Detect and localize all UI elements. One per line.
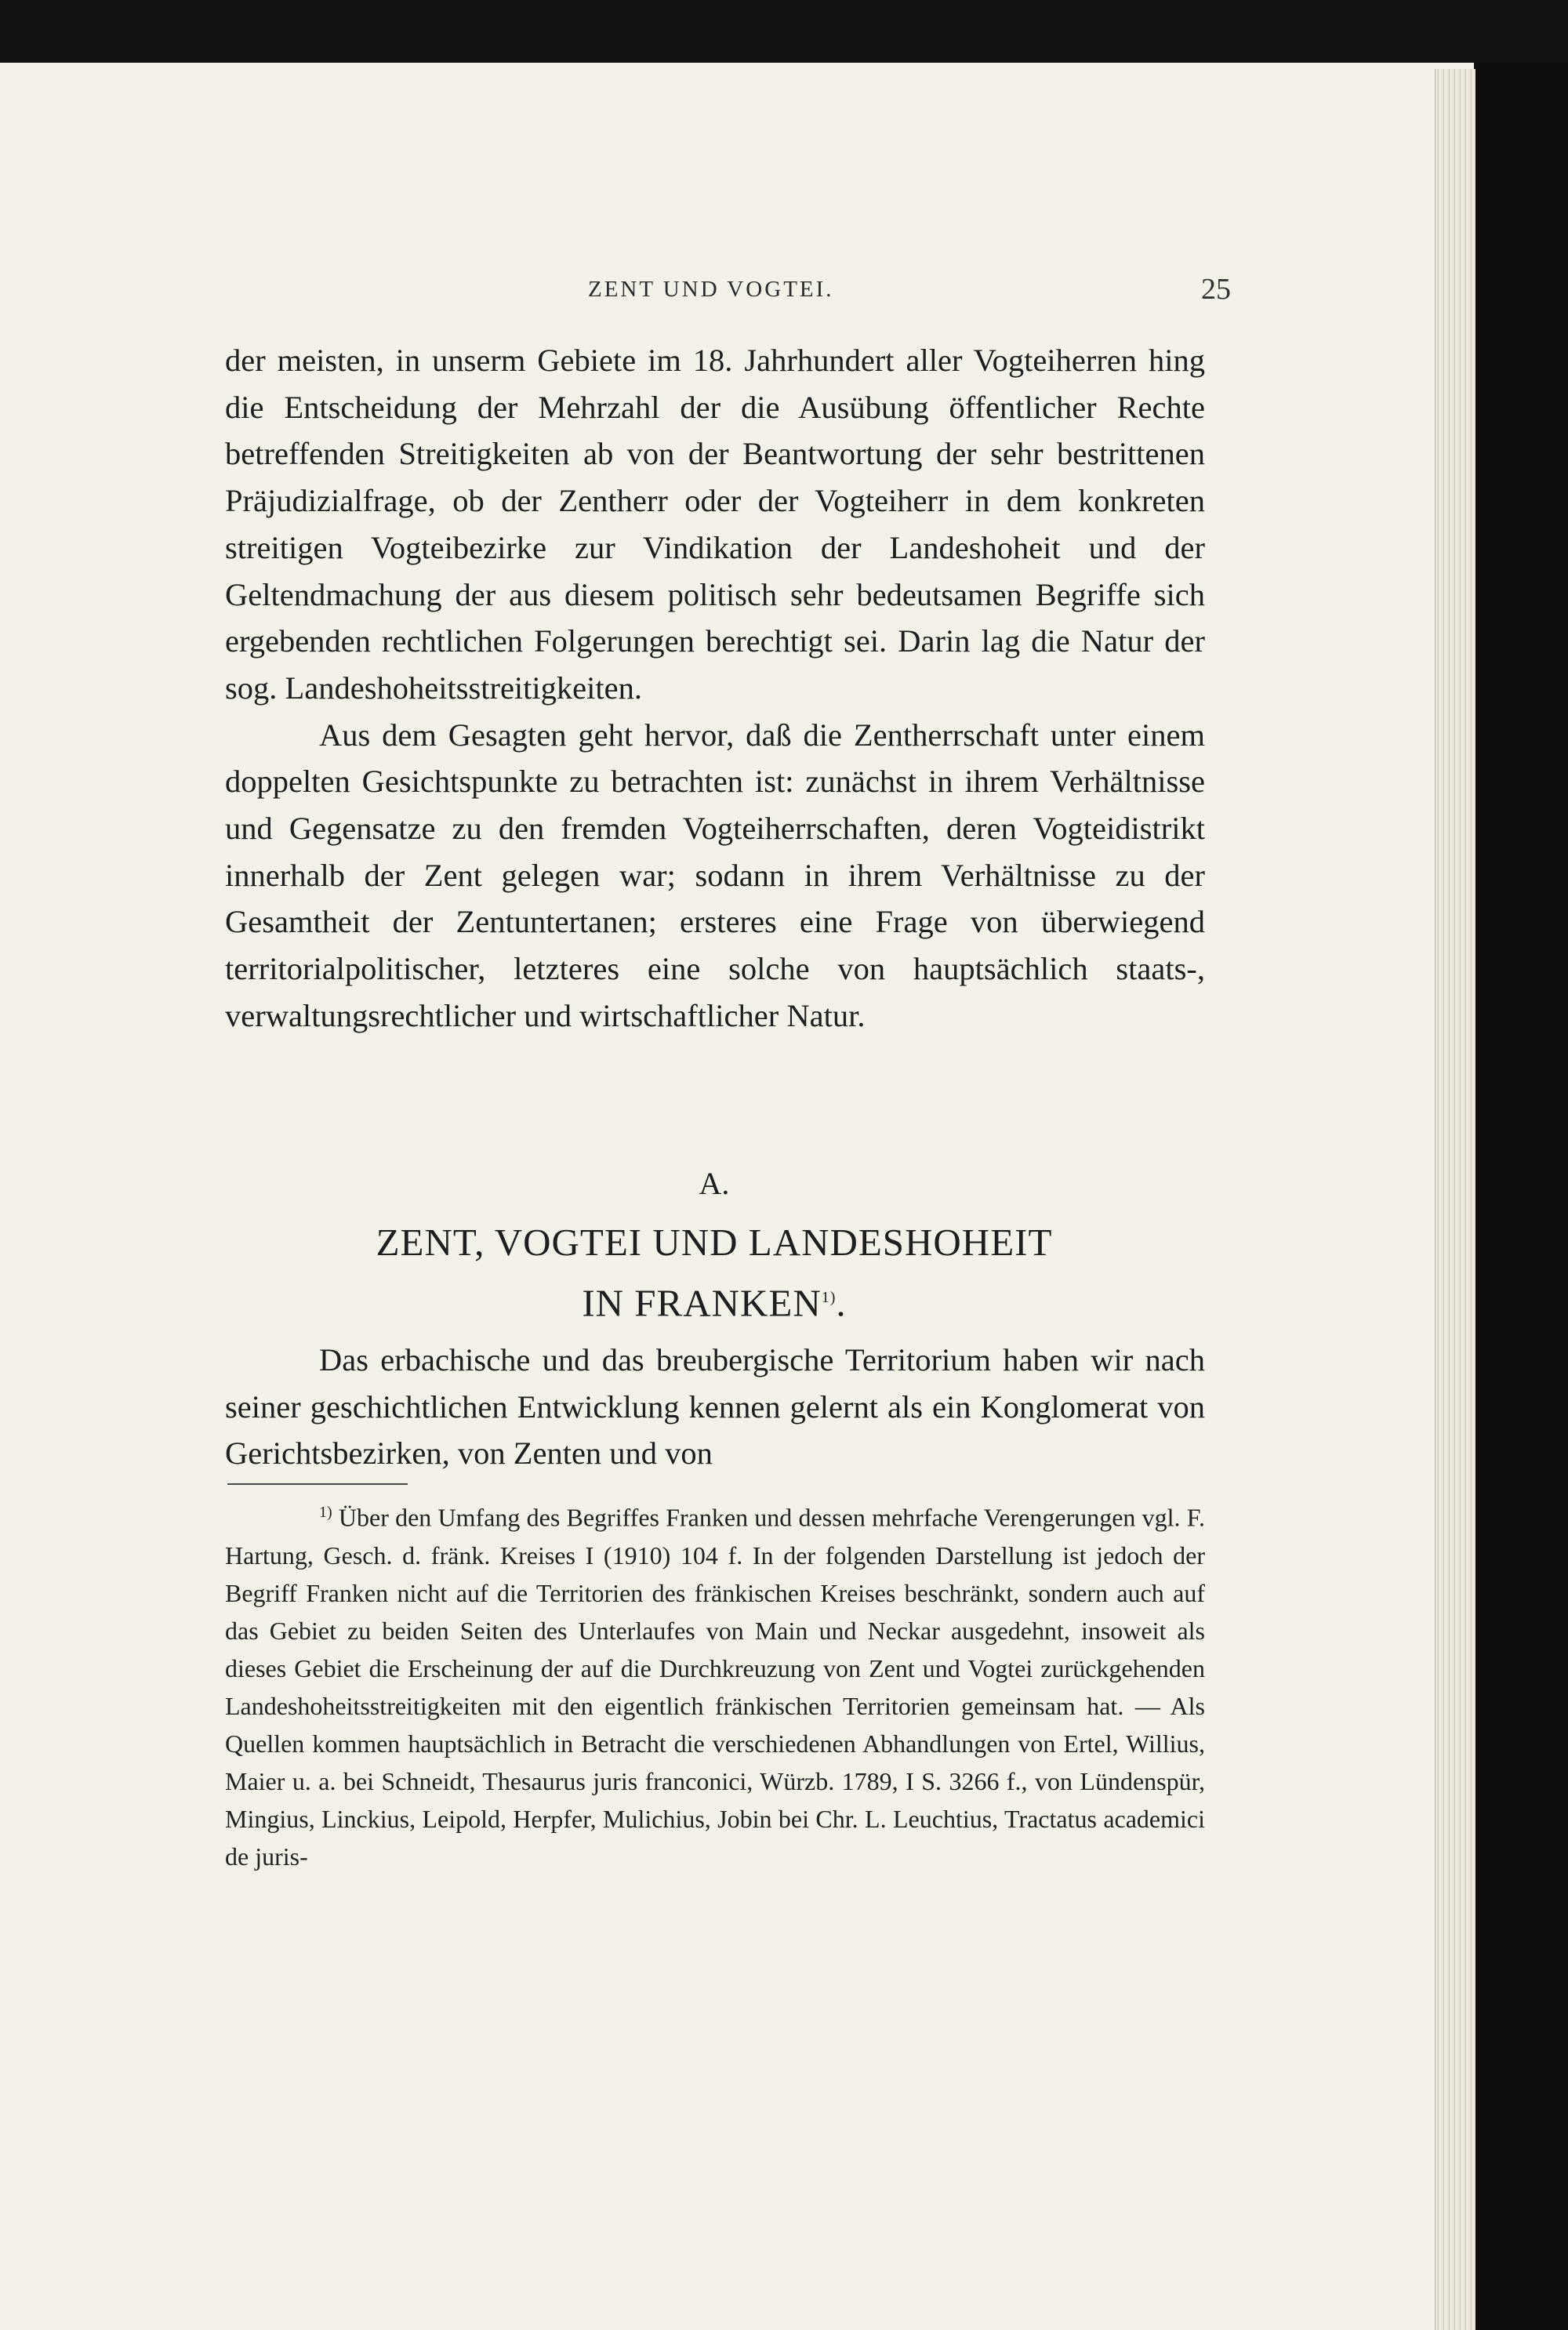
scan-background-right [1475, 63, 1568, 2330]
section-heading [0, 1215, 1428, 1330]
footnote-reference: 1) [821, 1289, 837, 1306]
running-title: ZENT UND VOGTEI. [588, 277, 834, 302]
section-letter: A. [699, 1166, 730, 1201]
paragraph: Das erbachische und das breubergische Territorium haben wir nach seiner geschichtlichen Entwicklung kennen gelernt als ein Konglomerat von Gerichtsbezirken, von Zenten und von [225, 1342, 1205, 1472]
page-edges [1435, 69, 1476, 2330]
section-title-line: ZENT, VOGTEI UND LANDESHOHEIT [376, 1221, 1053, 1264]
section-title-line-2: IN FRANKEN$^{1)}$. [582, 1281, 847, 1325]
body-text [225, 337, 1205, 1040]
footnote-text: Über den Umfang des Begriffes Franken und dessen mehrfache Verengerungen vgl. F. Hartung, Gesch. d. fränk. Kreises I (1910) 104 f. In der folgenden Darstellung ist jedoch der Begriff Franken nicht auf die Territorien des fränkischen Kreises beschränkt, sondern auch auf das Gebiet zu beiden Seiten des Unterlaufes von Main und Neckar ausgedehnt, insoweit als dieses Gebiet die Erscheinung der auf die Durchkreuzung von Zent und Vogtei zurückgehenden Landeshoheitsstreitigkeiten mit den eigentlich fränkischen Territorien gemeinsam hat. — Als Quellen kommen hauptsächlich in Betracht die verschiedenen Abhandlungen von Ertel, Willius, Maier u. a. bei Schneidt, Thesaurus juris franconici, Würzb. 1789, I S. 3266 f., von Lündenspür, Mingius, Linckius, Leipold, Herpfer, Mulichius, Jobin bei Chr. L. Leuchtius, Tractatus academici de juris- [225, 1503, 1206, 1871]
footnote-marker: 1) [319, 1504, 332, 1521]
section-title-text: IN FRANKEN [582, 1281, 822, 1325]
page-header [227, 270, 1231, 318]
page-number: 25 [1201, 273, 1231, 306]
scan-background-top [0, 0, 1568, 64]
footnote-divider [227, 1483, 408, 1485]
footnote [225, 1493, 1205, 1875]
paragraph: Aus dem Gesagten geht hervor, daß die Zentherrschaft unter einem doppelten Gesichtspunkte zu betrachten ist: zunächst in ihrem Verhältnisse und Gegensatze zu den fremden Vogteiherrschaften, deren Vogteidistrikt innerhalb der Zent gelegen war; sodann in ihrem Verhältnisse zu der Gesamtheit der Zentuntertanen; ersteres eine Frage von überwiegend territorialpolitischer, letzteres eine solche von hauptsächlich staats-, verwaltungsrechtlicher und wirtschaftlicher Natur. [225, 717, 1205, 1033]
paragraph: der meisten, in unserm Gebiete im 18. Jahrhundert aller Vogteiherren hing die Entscheidung der Mehrzahl der die Ausübung öffentlicher Rechte betreffenden Streitigkeiten ab von der Beantwortung der sehr bestrittenen Präjudizialfrage, ob der Zentherr oder der Vogteiherr in dem konkreten streitigen Vogteibezirke zur Vindikation der Landeshoheit und der Geltendmachung der aus diesem politisch sehr bedeutsamen Begriffe sich ergebenden rechtlichen Folgerungen berechtigt sei. Darin lag die Natur der sog. Landeshoheitsstreitigkeiten. [225, 343, 1205, 706]
